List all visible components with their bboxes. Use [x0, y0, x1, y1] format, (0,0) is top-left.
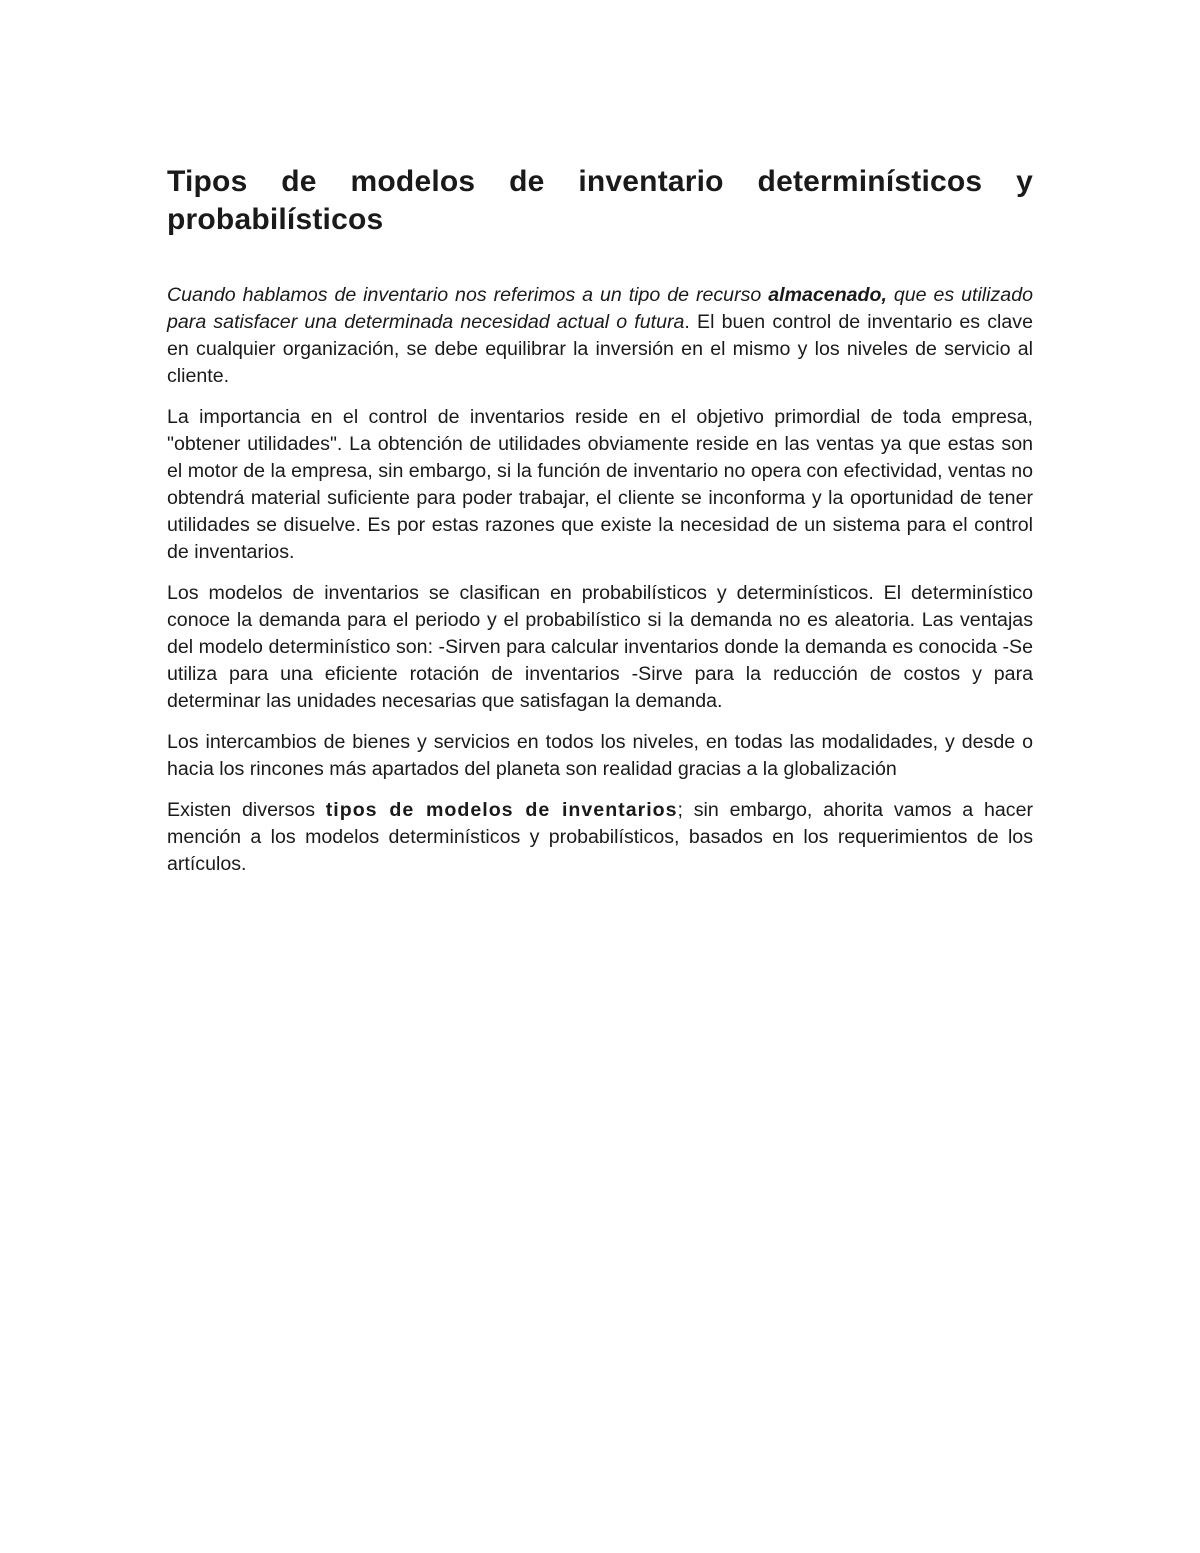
- paragraph-text-start: Existen diversos: [167, 799, 326, 821]
- italic-text-continued: que es utilizado para satisfacer una determinada necesidad actual o futura: [167, 284, 1033, 333]
- bold-italic-term: almacenado,: [768, 284, 887, 306]
- paragraph-model-types: [167, 797, 1033, 878]
- paragraph-classification: Los modelos de inventarios se clasifican en probabilísticos y determinísticos. El determinístico conoce la demanda para el periodo y el probabilístico si la demanda no es aleatoria. Las ventajas del modelo determinístico son: -Sirven para calcular inventarios donde la demanda es conocida -Se utiliza para una eficiente rotación de inventarios -Sirve para la reducción de costos y para determinar las unidades necesarias que satisfagan la demanda.: [167, 582, 1033, 712]
- paragraph-inventory-definition: [167, 282, 1033, 390]
- document-title: Tipos de modelos de inventario determinísticos y probabilísticos: [167, 165, 1033, 236]
- paragraph-text-end: ; sin embargo, ahorita vamos a hacer mención a los modelos determinísticos y probabilísticos, basados en los requerimientos de los artículos.: [167, 799, 1033, 875]
- paragraph-text: . El buen control de inventario es clave en cualquier organización, se debe equilibrar la inversión en el mismo y los niveles de servicio al cliente.: [167, 311, 1033, 387]
- paragraph-globalization: Los intercambios de bienes y servicios en todos los niveles, en todas las modalidades, y desde o hacia los rincones más apartados del planeta son realidad gracias a la globalización: [167, 731, 1033, 780]
- italic-text: Cuando hablamos de inventario nos referimos a un tipo de recurso: [167, 284, 769, 306]
- document-body: [167, 163, 1033, 878]
- bold-term: tipos de modelos de inventarios: [325, 799, 678, 821]
- paragraph-importance: La importancia en el control de inventarios reside en el objetivo primordial de toda empresa, "obtener utilidades". La obtención de utilidades obviamente reside en las ventas ya que estas son el motor de la empresa, sin embargo, si la función de inventario no opera con efectividad, ventas no obtendrá material suficiente para poder trabajar, el cliente se inconforma y la oportunidad de tener utilidades se disuelve. Es por estas razones que existe la necesidad de un sistema para el control de inventarios.: [167, 406, 1033, 563]
